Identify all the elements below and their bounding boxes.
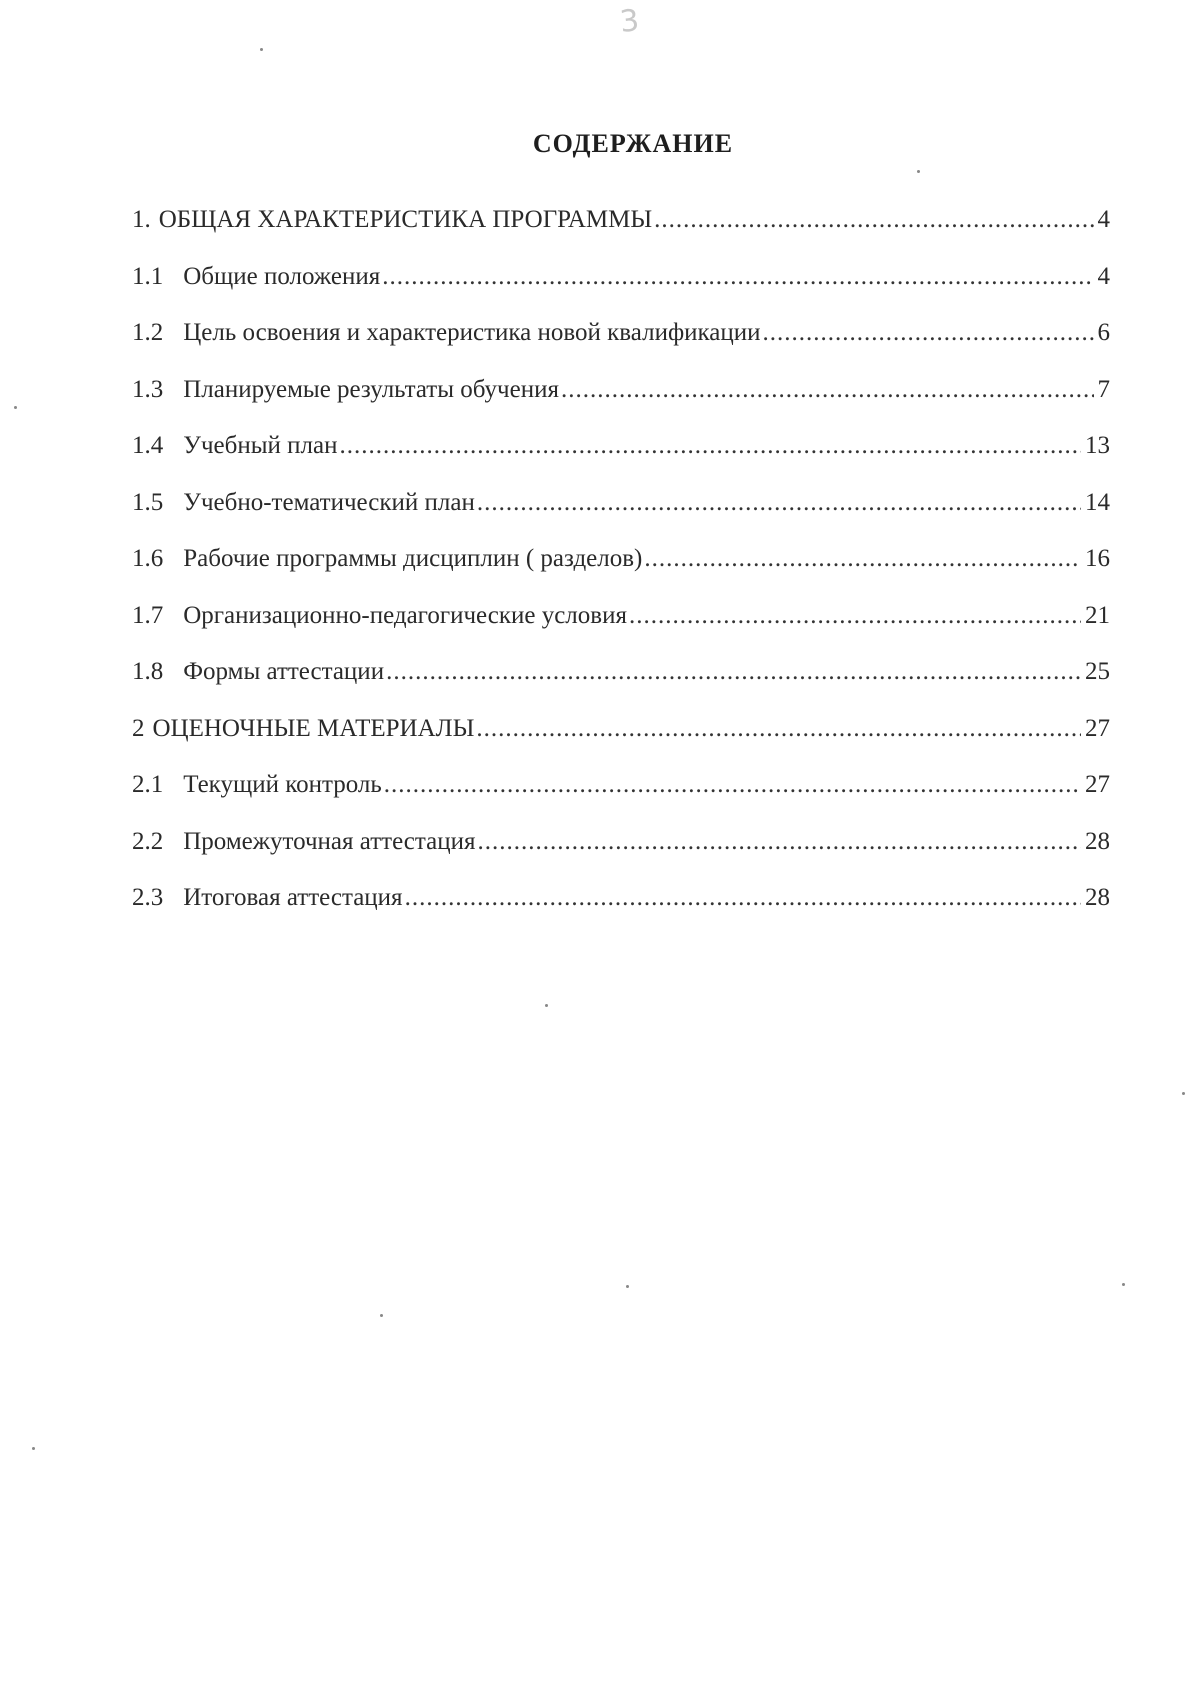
toc-entry-number: 1.4 (132, 432, 164, 459)
handwritten-page-mark: 3 (618, 3, 641, 40)
toc-entry-label: Формы аттестации (183, 658, 385, 685)
scan-speck (545, 1004, 548, 1007)
toc-entry-number: 1.8 (132, 658, 164, 685)
toc-entry-page: 7 (1097, 375, 1110, 403)
toc-entry-number: 2.2 (132, 827, 164, 855)
toc-entry[interactable] (132, 884, 1110, 941)
toc-entry-page: 28 (1085, 884, 1110, 911)
toc-dot-leader (561, 376, 1094, 404)
toc-entry-page: 27 (1085, 714, 1110, 742)
toc-entry[interactable] (132, 263, 1110, 320)
toc-entry-label: Учебный план (183, 432, 338, 459)
toc-entry-number: 2.1 (132, 771, 164, 798)
toc-entry-number: 1. (132, 206, 151, 233)
toc-dot-leader (644, 545, 1081, 573)
toc-entry[interactable] (132, 545, 1110, 602)
toc-entry-page: 14 (1085, 488, 1110, 516)
toc-entry-page: 21 (1085, 601, 1110, 629)
toc-entry-number: 1.7 (132, 601, 164, 629)
toc-list (132, 206, 1110, 941)
toc-entry-number: 1.6 (132, 545, 164, 572)
toc-entry-number: 1.2 (132, 319, 164, 346)
toc-dot-leader (405, 884, 1081, 912)
toc-dot-leader (629, 602, 1081, 630)
scan-speck (380, 1314, 383, 1317)
toc-dot-leader (384, 771, 1081, 799)
toc-entry[interactable] (132, 319, 1110, 376)
toc-entry-page: 28 (1085, 827, 1110, 855)
toc-entry-page: 16 (1085, 545, 1110, 572)
toc-entry[interactable] (132, 489, 1110, 546)
toc-title: СОДЕРЖАНИЕ (532, 129, 734, 159)
scan-speck (32, 1447, 35, 1450)
toc-entry-number: 1.3 (132, 375, 164, 403)
toc-entry-page: 6 (1097, 319, 1110, 346)
toc-entry[interactable] (132, 828, 1110, 885)
toc-entry[interactable] (132, 432, 1110, 489)
toc-entry-page: 25 (1085, 658, 1110, 685)
toc-entry[interactable] (132, 602, 1110, 659)
toc-entry-label: ОЦЕНОЧНЫЕ МАТЕРИАЛЫ (152, 714, 475, 742)
toc-entry[interactable] (132, 715, 1110, 772)
scan-speck (917, 170, 920, 173)
toc-entry-number: 2.3 (132, 884, 164, 911)
toc-entry-number: 2 (132, 714, 145, 742)
toc-entry-page: 13 (1085, 432, 1110, 459)
toc-dot-leader (477, 828, 1081, 856)
toc-dot-leader (477, 489, 1081, 517)
toc-dot-leader (386, 658, 1081, 686)
toc-entry-label: Планируемые результаты обучения (183, 375, 559, 403)
scan-speck (260, 48, 263, 51)
toc-dot-leader (382, 263, 1093, 291)
toc-entry-label: Цель освоения и характеристика новой квалификации (183, 319, 761, 346)
scan-speck (1122, 1283, 1125, 1286)
toc-entry-label: Итоговая аттестация (183, 884, 403, 911)
toc-entry-page: 27 (1085, 771, 1110, 798)
toc-dot-leader (654, 206, 1093, 234)
toc-entry[interactable] (132, 376, 1110, 433)
toc-entry[interactable] (132, 658, 1110, 715)
toc-entry-label: Текущий контроль (183, 771, 382, 798)
toc-entry-label: Общие положения (183, 262, 381, 290)
scan-speck (14, 406, 17, 409)
toc-entry-label: ОБЩАЯ ХАРАКТЕРИСТИКА ПРОГРАММЫ (158, 206, 653, 233)
toc-entry-label: Организационно-педагогические условия (183, 601, 627, 629)
toc-entry-number: 1.1 (132, 262, 164, 290)
toc-dot-leader (763, 319, 1094, 347)
toc-dot-leader (476, 715, 1081, 743)
scan-speck (626, 1285, 629, 1288)
scan-speck (1182, 1092, 1185, 1095)
toc-entry-page: 4 (1097, 262, 1110, 290)
toc-dot-leader (339, 432, 1081, 460)
toc-entry[interactable] (132, 206, 1110, 263)
toc-entry-label: Учебно-тематический план (183, 488, 475, 516)
toc-entry-page: 4 (1097, 206, 1110, 233)
toc-entry-label: Рабочие программы дисциплин ( разделов) (183, 545, 643, 572)
toc-entry-label: Промежуточная аттестация (183, 827, 476, 855)
toc-entry[interactable] (132, 771, 1110, 828)
toc-entry-number: 1.5 (132, 488, 164, 516)
